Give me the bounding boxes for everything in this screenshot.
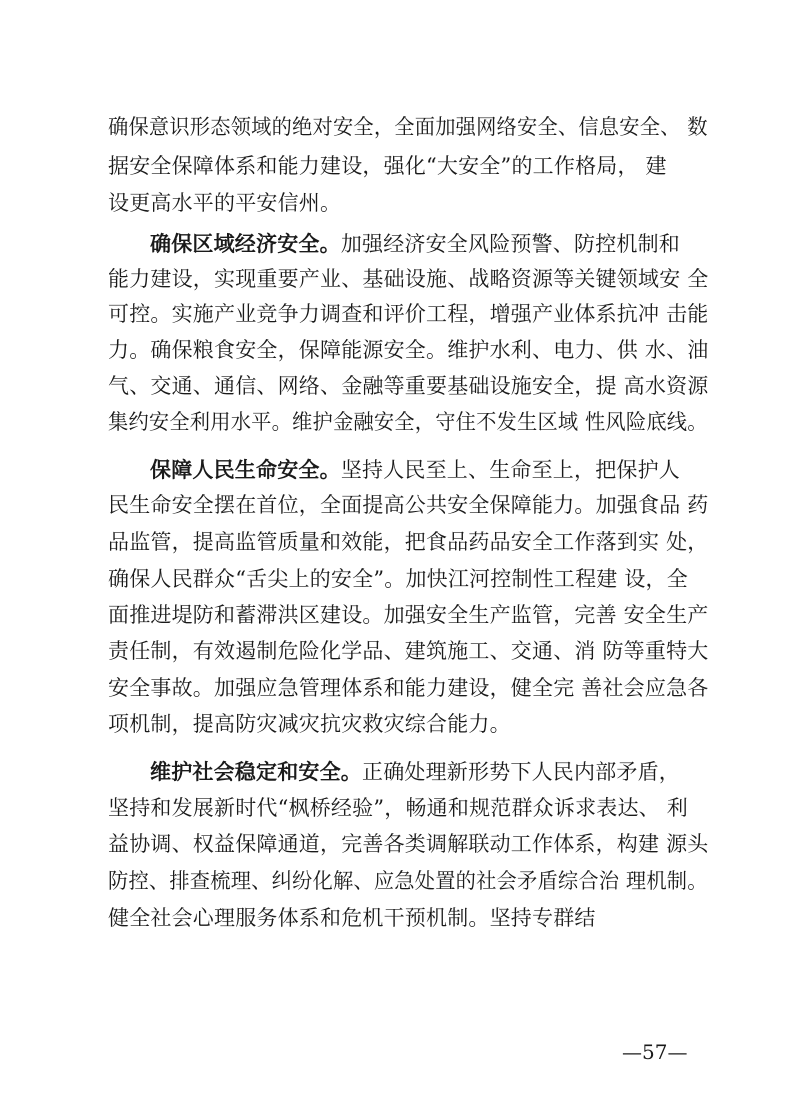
body-text-line: 力。确保粮食安全，保障能源安全。维护水利、电力、供 水、油	[108, 338, 709, 362]
body-text-line: 据安全保障体系和能力建设，强化“大安全”的工作格局， 建	[108, 154, 667, 178]
body-text-line: 可控。实施产业竞争力调查和评价工程，增强产业体系抗冲 击能	[108, 302, 709, 326]
body-text-line: 面推进堤防和蓄滞洪区建设。加强安全生产监管，完善 安全生产	[108, 603, 709, 627]
section-heading-public-safety: 保障人民生命安全。	[150, 458, 341, 482]
body-text-line: 责任制，有效遏制危险化学品、建筑施工、交通、消 防等重特大	[108, 639, 709, 663]
body-text-line: 能力建设，实现重要产业、基础设施、战略资源等关键领域安 全	[108, 267, 709, 291]
body-text-line: 坚持和发展新时代“枫桥经验”，畅通和规范群众诉求表达、 利	[108, 796, 688, 820]
body-text-line: 品监管，提高监管质量和效能，把食品药品安全工作落到实 处，	[108, 530, 709, 554]
body-text-line: 气、交通、通信、网络、金融等重要基础设施安全，提 高水资源	[108, 374, 709, 398]
body-text-line: 项机制，提高防灾减灾抗灾救灾综合能力。	[108, 712, 511, 736]
body-text-line: 集约安全利用水平。维护金融安全，守住不发生区域 性风险底线。	[108, 410, 708, 434]
body-text-line: 防控、排查梳理、纠纷化解、应急处置的社会矛盾综合治 理机制。	[108, 869, 708, 893]
body-text-line: 安全事故。加强应急管理体系和能力建设，健全完 善社会应急各	[108, 676, 709, 700]
body-text: 加强经济安全风险预警、防控机制和	[340, 232, 681, 256]
body-text: 正确处理新形势下人民内部矛盾，	[362, 760, 680, 784]
body-text-line: 民生命安全摆在首位，全面提高公共安全保障能力。加强食品 药	[108, 493, 709, 517]
page-number: —57—	[622, 1040, 688, 1064]
paragraph-first-line	[150, 455, 708, 485]
body-text-line: 确保人民群众“舌尖上的安全”。加快江河控制性工程建 设，全	[108, 567, 688, 591]
section-heading-economic-security: 确保区域经济安全。	[150, 232, 341, 256]
paragraph-first-line	[150, 229, 708, 259]
body-text: 坚持人民至上、生命至上，把保护人	[340, 458, 681, 482]
paragraph-first-line	[150, 757, 708, 787]
body-text-line: 益协调、权益保障通道，完善各类调解联动工作体系，构建 源头	[108, 832, 709, 856]
section-heading-social-stability: 维护社会稳定和安全。	[150, 760, 362, 784]
body-text-line: 健全社会心理服务体系和危机干预机制。坚持专群结	[108, 906, 596, 930]
body-text-line: 确保意识形态领域的绝对安全，全面加强网络安全、信息安全、 数	[108, 115, 708, 139]
body-text-line: 设更高水平的平安信州。	[108, 191, 342, 215]
